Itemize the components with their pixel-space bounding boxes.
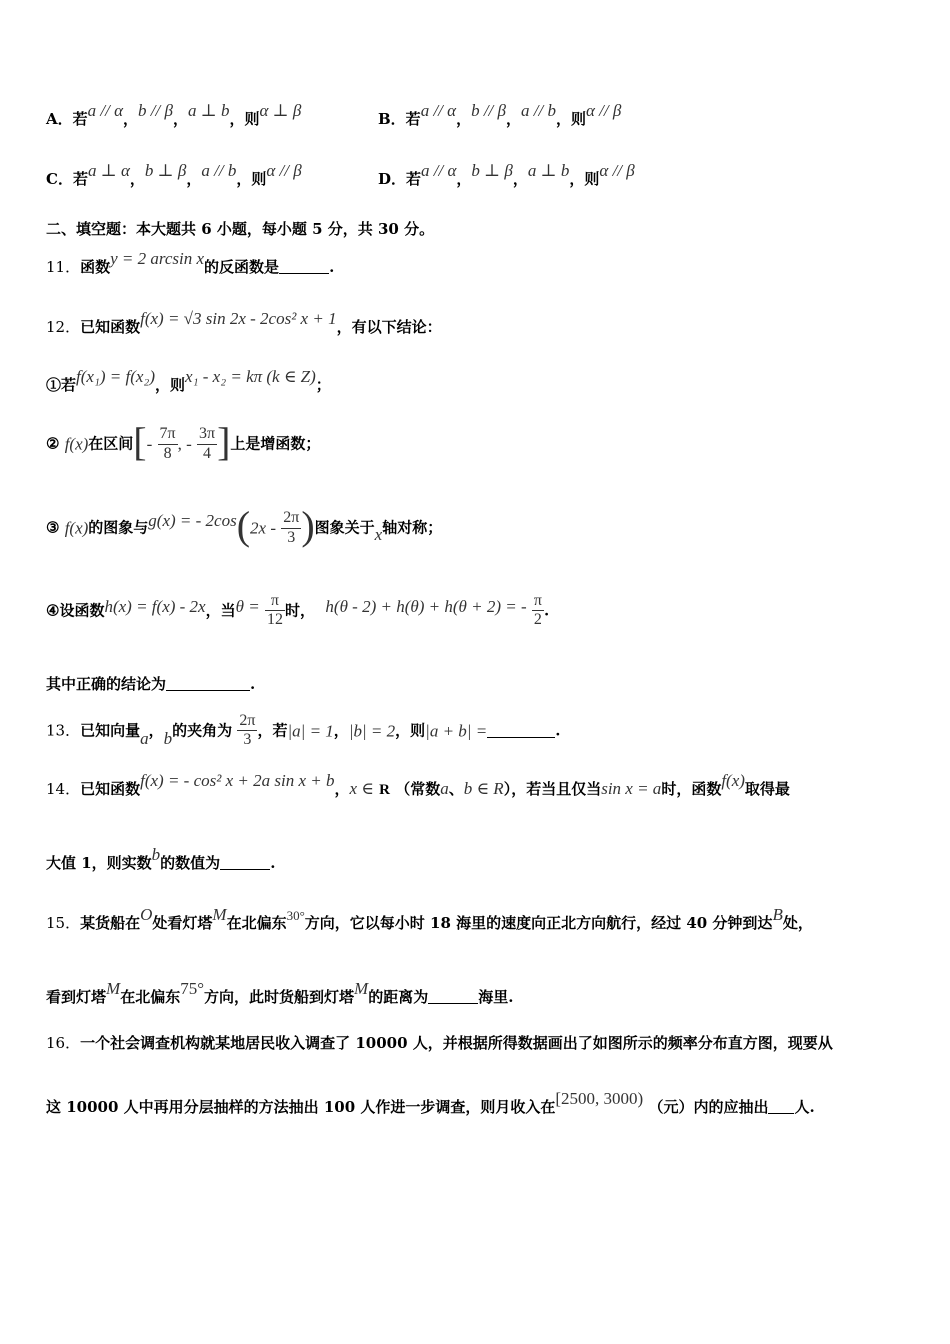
- question-15-number: 15．: [46, 914, 81, 932]
- question-11-end: .: [329, 258, 335, 276]
- question-14-pre: 已知函数: [80, 780, 141, 798]
- question-13: 13．已知向量a，b的夹角为 $\frac{2\pi}{3}$ ，若|a| = 1，|b| = 2，则|a + b| = .: [46, 712, 561, 749]
- claim-2-mark: ②: [46, 434, 60, 453]
- question-13-sep: ，: [148, 721, 164, 740]
- answer-blank-16[interactable]: [768, 1099, 794, 1114]
- claim-2-post: 上是增函数；: [230, 434, 321, 453]
- question-16-l2-end: 人.: [794, 1098, 815, 1116]
- question-12-formula: f(x) = √3 sin 2x - 2cos² x + 1: [140, 309, 337, 328]
- option-b-label: B．若: [378, 110, 421, 128]
- question-15-l2-end: 海里.: [478, 988, 514, 1006]
- fraction-pi-12: $\frac{\pi}{12}$: [266, 592, 283, 629]
- claim-4-mark: ④: [46, 601, 60, 620]
- option-a-then: ，则: [229, 110, 260, 128]
- answer-blank-12[interactable]: [166, 676, 250, 691]
- question-15-l2-t3: 方向，此时货船到灯塔: [204, 988, 355, 1006]
- claim-3-end: 轴对称；: [382, 518, 443, 537]
- question-13-end: .: [555, 721, 561, 740]
- option-d-math1: a // α: [421, 161, 457, 180]
- conclusion-text: 其中正确的结论为: [46, 675, 167, 693]
- fraction-pi-2: $\frac{\pi}{2}$: [533, 592, 542, 629]
- question-12: [46, 309, 442, 336]
- option-c-then: ，则: [236, 170, 267, 188]
- question-14-const: （常数: [395, 780, 441, 798]
- question-14-dun: 、: [448, 780, 464, 798]
- question-14-formula: f(x) = - cos² x + 2a sin x + b: [140, 771, 335, 790]
- vector-a: a: [140, 729, 149, 749]
- question-11: [46, 249, 335, 276]
- point-m-2: M: [106, 979, 121, 998]
- question-15-l2-t1: 看到灯塔: [46, 988, 107, 1006]
- const-a: a: [440, 779, 449, 798]
- claim-1-mid: ，则: [155, 376, 186, 394]
- question-15-l2-t4: 的距离为: [368, 988, 429, 1006]
- option-c-math2: b ⊥ β: [144, 161, 187, 180]
- answer-blank-11[interactable]: [279, 259, 329, 274]
- fraction-3pi-4: $\frac{3\pi}{4}$: [199, 425, 216, 462]
- claim-1-formula-2: x₁ - x₂ = kπ (k ∈ Z): [185, 367, 316, 386]
- claim-3-post: 图象关于: [314, 518, 375, 537]
- answer-blank-13[interactable]: [487, 723, 555, 738]
- question-13-number: 13．: [46, 721, 81, 740]
- left-bracket-icon: [: [133, 419, 147, 464]
- claim-1-pre: 若: [61, 376, 77, 394]
- question-16-l2-post: （元）内的应抽出: [648, 1098, 769, 1116]
- question-16-l2-pre: 这 10000 人中再用分层抽样的方法抽出 100 人作进一步调查，则月收入在: [46, 1098, 556, 1116]
- claim-2-fx: f(x): [64, 434, 89, 454]
- option-c: C．若a ⊥ α，b ⊥ β，a // b，则α // β: [46, 161, 302, 188]
- option-c-math4: α // β: [266, 161, 302, 180]
- option-a-label: A．若: [46, 110, 88, 128]
- option-d-then: ，则: [569, 170, 600, 188]
- income-interval: [2500, 3000): [555, 1089, 644, 1108]
- const-b: b ∈ R: [463, 779, 504, 798]
- option-b-math1: a // α: [420, 101, 457, 120]
- section-title: 二、填空题：本大题共 6 小题，每小题 5 分，共 30 分。: [46, 220, 435, 238]
- question-12-number: 12．: [46, 318, 81, 336]
- option-d-math2: b ⊥ β: [471, 161, 513, 180]
- question-11-pre: 函数: [80, 258, 111, 276]
- question-16-number: 16．: [46, 1034, 81, 1052]
- claim-1: [46, 367, 331, 394]
- claim-4-end: .: [543, 601, 550, 620]
- question-13-if: ，若: [257, 721, 288, 740]
- norm-sum: |a + b| =: [425, 721, 488, 741]
- question-14-condition: sin x = a: [601, 779, 662, 798]
- question-16-line1: 一个社会调查机构就某地居民收入调查了 10000 人，并根据所得数据画出了如图所示的频率分布直方图，现要从: [80, 1034, 833, 1052]
- fraction-7pi-8: $\frac{7\pi}{8}$: [159, 425, 176, 462]
- right-paren-icon: ): [301, 503, 315, 548]
- claim-4-when: 时，: [284, 601, 315, 620]
- option-a: A．若a // α，b // β，a ⊥ b，则α ⊥ β: [46, 101, 302, 128]
- conclusion-end: .: [250, 675, 256, 693]
- option-d: D．若a // α，b ⊥ β，a ⊥ b，则α // β: [378, 161, 635, 188]
- claim-1-end: ；: [315, 376, 331, 394]
- option-a-math3: a ⊥ b: [187, 101, 230, 120]
- answer-blank-14[interactable]: [220, 855, 270, 870]
- vector-b: b: [163, 729, 173, 749]
- claim-3-mark: ③: [46, 518, 60, 537]
- question-14: 14．已知函数f(x) = - cos² x + 2a sin x + b，x ∈ R （常数a、b ∈ R），若当且仅当sin x = a时，函数f(x)取得最: [46, 771, 790, 798]
- set-r: R: [379, 782, 390, 798]
- question-13-pre: 已知向量: [80, 721, 141, 740]
- claim-3-g: g(x) = - 2cos: [148, 510, 237, 530]
- question-14-line2-pre: 大值 1，则实数: [46, 854, 152, 872]
- claim-2: ② f(x)在区间[- $\frac{7\pi}{8}$ , - $\frac{3\pi}{4}$ ]上是增函数；: [46, 419, 321, 464]
- option-b: B．若a // α，b // β，a // b，则α // β: [378, 101, 622, 128]
- q12-conclusion: [46, 676, 255, 692]
- point-o: O: [140, 905, 153, 924]
- claim-3-inner: 2x -: [250, 518, 277, 538]
- question-14-number: 14．: [46, 780, 81, 798]
- option-c-math1: a ⊥ α: [87, 161, 130, 180]
- question-14-fx: f(x): [721, 771, 745, 790]
- question-12-post: ，有以下结论：: [336, 318, 442, 336]
- option-c-label: C．若: [46, 170, 88, 188]
- question-15-t3: 在北偏东: [226, 914, 287, 932]
- claim-4-pre: 设函数: [59, 601, 105, 620]
- option-d-math4: α // β: [599, 161, 635, 180]
- question-14-b: b: [151, 845, 161, 864]
- claim-2-mid: 在区间: [88, 434, 134, 453]
- claim-3-fx: f(x): [64, 518, 89, 538]
- claim-1-formula-1: f(x₁) = f(x₂): [76, 367, 156, 386]
- right-bracket-icon: ]: [217, 419, 231, 464]
- claim-1-mark: ①: [46, 376, 62, 394]
- option-d-label: D．若: [378, 170, 422, 188]
- question-11-formula: y = 2 arcsin x: [110, 249, 205, 268]
- fraction-angle: $\frac{2\pi}{3}$: [239, 712, 256, 749]
- question-16-line-2: [46, 1089, 815, 1116]
- question-15-t1: 某货船在: [80, 914, 141, 932]
- question-15-line-2: [46, 979, 514, 1006]
- claim-4-mid: ，当: [205, 601, 236, 620]
- claim-4-theta: θ =: [235, 597, 260, 617]
- norm-b: |b| = 2: [348, 721, 396, 741]
- fraction-2pi-3: $\frac{2\pi}{3}$: [283, 509, 300, 546]
- question-11-post: 的反函数是: [204, 258, 280, 276]
- left-paren-icon: (: [236, 503, 251, 548]
- claim-3-x: x: [374, 524, 383, 544]
- question-13-then: ，则: [395, 721, 426, 740]
- question-16: [46, 1036, 833, 1051]
- question-15: [46, 905, 813, 932]
- norm-a: |a| = 1: [287, 721, 334, 741]
- question-13-mid: 的夹角为: [172, 721, 233, 740]
- question-15-l2-t2: 在北偏东: [120, 988, 181, 1006]
- claim-4-h: h(x) = f(x) - 2x: [104, 597, 206, 617]
- point-m-3: M: [354, 979, 369, 998]
- question-14-end: .: [270, 854, 276, 872]
- option-c-math3: a // b: [201, 161, 237, 180]
- claim-4: [46, 592, 549, 630]
- question-14-domain: x ∈: [349, 779, 374, 798]
- question-11-number: 11．: [46, 258, 81, 276]
- option-b-then: ，则: [555, 110, 586, 128]
- point-m: M: [212, 905, 227, 924]
- question-14-line-2: [46, 845, 276, 872]
- option-a-math4: α ⊥ β: [259, 101, 302, 120]
- question-15-t5: 处，: [782, 914, 813, 932]
- option-b-math4: α // β: [585, 101, 622, 120]
- point-b: B: [772, 905, 783, 924]
- claim-4-equation: h(θ - 2) + h(θ) + h(θ + 2) = -: [325, 597, 527, 617]
- option-b-math2: b // β: [471, 101, 506, 120]
- angle-75: 75°: [180, 979, 205, 998]
- option-d-math3: a ⊥ b: [527, 161, 570, 180]
- answer-blank-15[interactable]: [428, 989, 478, 1004]
- question-15-t4: 方向，它以每小时 18 海里的速度向正北方向航行，经过 40 分钟到达: [304, 914, 773, 932]
- claim-3-mid: 的图象与: [88, 518, 149, 537]
- question-15-t2: 处看灯塔: [152, 914, 213, 932]
- question-12-pre: 已知函数: [80, 318, 141, 336]
- question-14-line2-post: 的数值为: [160, 854, 221, 872]
- question-14-when: 时，函数: [661, 780, 722, 798]
- option-a-math2: b // β: [138, 101, 173, 120]
- question-14-close: ），若当且仅当: [503, 780, 602, 798]
- option-a-math1: a // α: [87, 101, 124, 120]
- angle-30: 30°: [286, 908, 305, 923]
- option-b-math3: a // b: [521, 101, 556, 120]
- question-14-max: 取得最: [744, 780, 790, 798]
- claim-3: [46, 503, 443, 548]
